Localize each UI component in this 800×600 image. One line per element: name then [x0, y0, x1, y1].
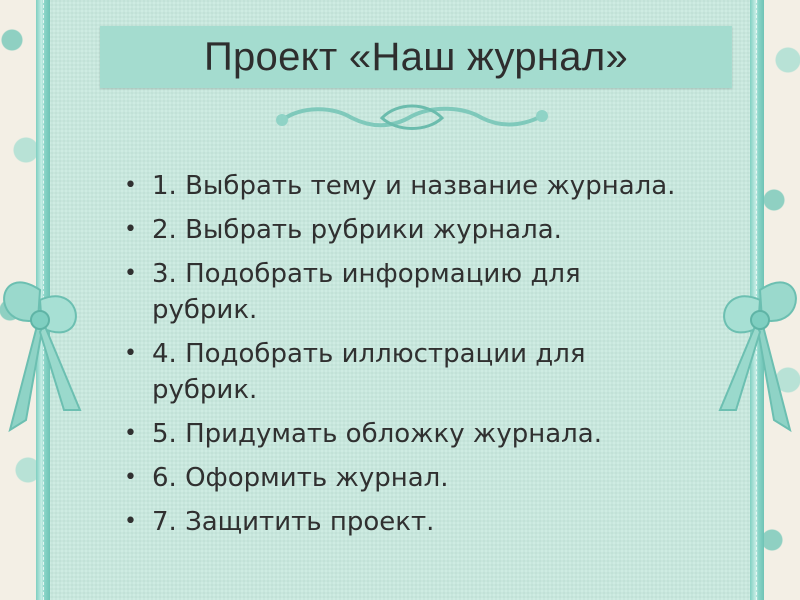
- list-item: [124, 212, 684, 248]
- bullet: •: [124, 173, 137, 198]
- step-text: 6. Оформить журнал.: [152, 463, 449, 493]
- bullet: •: [124, 261, 137, 286]
- steps-list: [124, 168, 684, 548]
- step-text: 2. Выбрать рубрики журнала.: [152, 215, 562, 245]
- step-text: 3. Подобрать информацию для рубрик.: [152, 259, 581, 325]
- step-text: 5. Придумать обложку журнала.: [152, 419, 602, 449]
- bow-right-icon: [700, 260, 800, 440]
- bullet: •: [124, 421, 137, 446]
- list-item: [124, 168, 684, 204]
- bow-left-icon: [0, 260, 100, 440]
- list-item: [124, 416, 684, 452]
- title-bar: [100, 26, 732, 88]
- bullet: •: [124, 341, 137, 366]
- bullet: •: [124, 509, 137, 534]
- bullet: •: [124, 465, 137, 490]
- page-title: Проект «Наш журнал»: [203, 34, 629, 79]
- list-item: [124, 460, 684, 496]
- list-item: [124, 504, 684, 540]
- bullet: •: [124, 217, 137, 242]
- step-text: 4. Подобрать иллюстрации для рубрик.: [152, 339, 586, 405]
- flourish-ornament-icon: [262, 98, 562, 138]
- step-text: 7. Защитить проект.: [152, 507, 435, 537]
- step-text: 1. Выбрать тему и название журнала.: [152, 171, 676, 201]
- list-item: [124, 336, 684, 408]
- list-item: [124, 256, 684, 328]
